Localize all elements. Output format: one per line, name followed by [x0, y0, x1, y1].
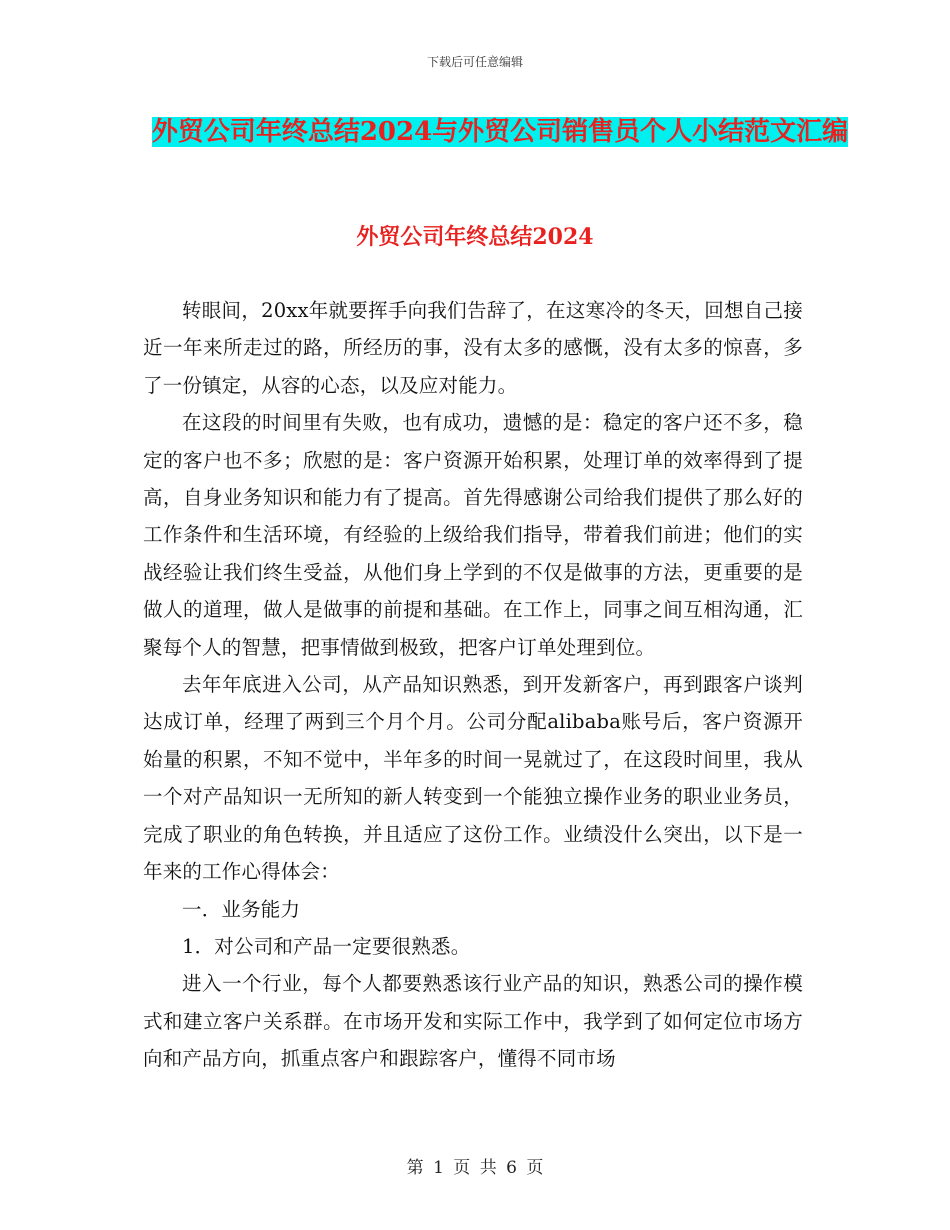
- paragraph: 在这段的时间里有失败，也有成功，遗憾的是：稳定的客户还不多，稳定的客户也不多；欣慰的是：客户资源开始积累，处理订单的效率得到了提高，自身业务知识和能力有了提高。首先得感谢公司给我们提供了那么好的工作条件和生活环境，有经验的上级给我们指导，带着我们前进；他们的实战经验让我们终生受益，从他们身上学到的不仅是做事的方法，更重要的是做人的道理，做人是做事的前提和基础。在工作上，同事之间互相沟通，汇聚每个人的智慧，把事情做到极致，把客户订单处理到位。: [143, 411, 803, 659]
- paragraph: 转眼间，20xx年就要挥手向我们告辞了，在这寒冷的冬天，回想自己接近一年来所走过的路，所经历的事，没有太多的感慨，没有太多的惊喜，多了一份镇定，从容的心态，以及应对能力。: [143, 299, 803, 397]
- page-footer: 第 1 页 共 6 页: [406, 1158, 544, 1178]
- subheading-know-company: 1．对公司和产品一定要很熟悉。: [182, 934, 471, 958]
- document-body: [143, 292, 803, 1078]
- paragraph: 去年年底进入公司，从产品知识熟悉，到开发新客户，再到跟客户谈判达成订单，经理了两到三个月个月。公司分配alibaba账号后，客户资源开始量的积累，不知不觉中，半年多的时间一晃就过了，在这段时间里，我从一个对产品知识一无所知的新人转变到一个能独立操作业务的职业业务员，完成了职业的角色转换，并且适应了这份工作。业绩没什么突出，以下是一年来的工作心得体会：: [143, 673, 803, 884]
- section-title: 外贸公司年终总结2024: [356, 224, 594, 250]
- paragraph: 进入一个行业，每个人都要熟悉该行业产品的知识，熟悉公司的操作模式和建立客户关系群。在市场开发和实际工作中，我学到了如何定位市场方向和产品方向，抓重点客户和跟踪客户，懂得不同市场: [143, 972, 803, 1071]
- document-title-text: 外贸公司年终总结2024与外贸公司销售员个人小结范文汇编: [151, 117, 849, 147]
- subheading-business-ability: 一．业务能力: [182, 897, 301, 921]
- header-note: 下载后可任意编辑: [426, 55, 523, 69]
- document-title: [150, 108, 850, 156]
